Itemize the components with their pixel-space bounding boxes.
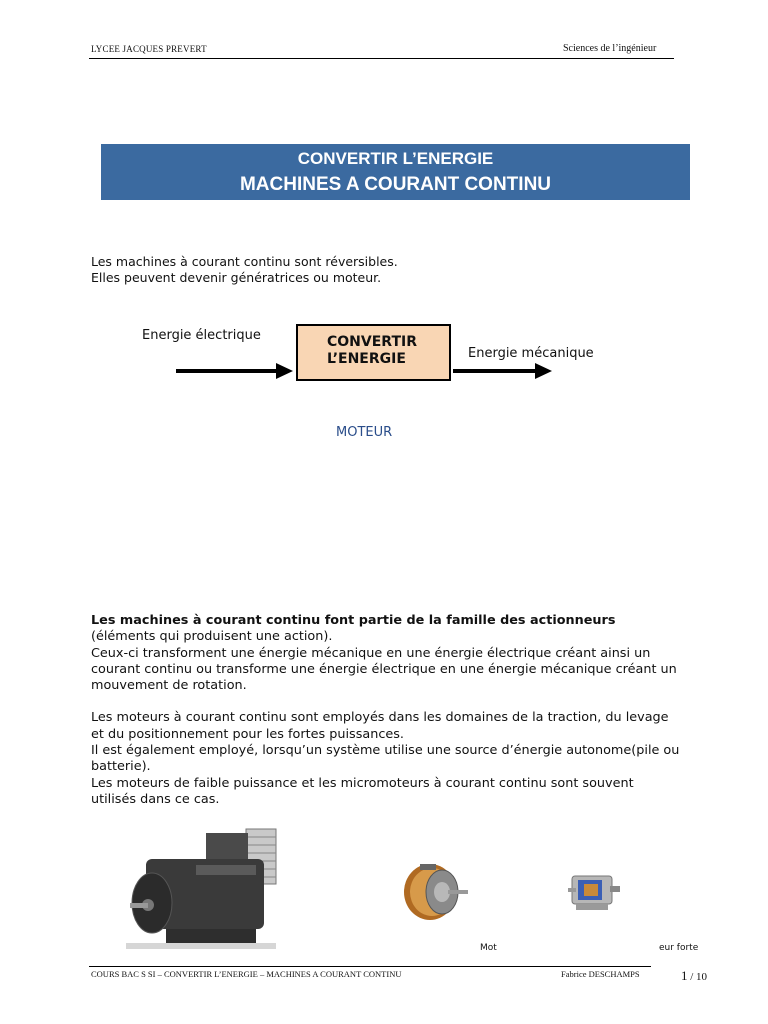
footer-course-title: COURS BAC S SI – CONVERTIR L’ENERGIE – MACHINES A COURANT CONTINU: [91, 969, 402, 979]
header-school: LYCEE JACQUES PREVERT: [91, 44, 207, 54]
page-number: [681, 968, 707, 984]
paragraph-4: Il est également employé, lorsqu’un système utilise une source d’énergie autonome(pile ou batterie).: [91, 743, 680, 775]
converter-box-label: CONVERTIR L’ENERGIE: [327, 334, 417, 367]
paragraph-gap: [91, 694, 681, 710]
paragraph-3: Les moteurs à courant continu sont employés dans les domaines de la traction, du levage et du positionnement pour les fortes puissances.: [91, 710, 669, 742]
footer-author: Fabrice DESCHAMPS: [561, 969, 640, 979]
page-total: / 10: [687, 971, 708, 983]
banner-title-line1: CONVERTIR L’ENERGIE: [297, 149, 494, 168]
footer-divider: [89, 966, 651, 967]
body-text: [91, 613, 681, 808]
banner-title-line2: MACHINES A COURANT CONTINU: [239, 174, 552, 195]
paragraph-5: Les moteurs de faible puissance et les micromoteurs à courant continu sont souvent utilisés dans ce cas.: [91, 775, 634, 807]
large-dc-motor-image: [126, 825, 278, 953]
diagram-caption: MOTEUR: [336, 425, 393, 440]
intro-text: [91, 254, 398, 286]
small-dc-motor-image: [400, 858, 476, 928]
image-caption-right: eur forte: [659, 943, 699, 953]
diagram-output-label: Energie mécanique: [468, 346, 594, 361]
header-subject: Sciences de l’ingénieur: [563, 43, 657, 54]
intro-line-2: Elles peuvent devenir génératrices ou moteur.: [91, 270, 382, 285]
micro-motor-image: [566, 862, 622, 920]
input-arrow: [176, 362, 294, 380]
image-caption-left: Mot: [480, 943, 497, 953]
header-divider: [89, 58, 674, 59]
output-arrow: [453, 362, 553, 380]
converter-box: [296, 324, 451, 381]
paragraph-1-bold: Les machines à courant continu font partie de la famille des actionneurs: [91, 613, 616, 628]
page-current: 1: [681, 968, 688, 983]
diagram-input-label: Energie électrique: [142, 328, 261, 343]
paragraph-1: [91, 613, 681, 646]
paragraph-2: Ceux-ci transforment une énergie mécanique en une énergie électrique créant ainsi un courant continu ou transforme une énergie électrique en une énergie mécanique créant un mouvement de rotation.: [91, 645, 677, 694]
title-banner: [101, 144, 690, 200]
intro-line-1: Les machines à courant continu sont réversibles.: [91, 254, 398, 269]
paragraph-1-rest: (éléments qui produisent une action).: [91, 629, 333, 645]
